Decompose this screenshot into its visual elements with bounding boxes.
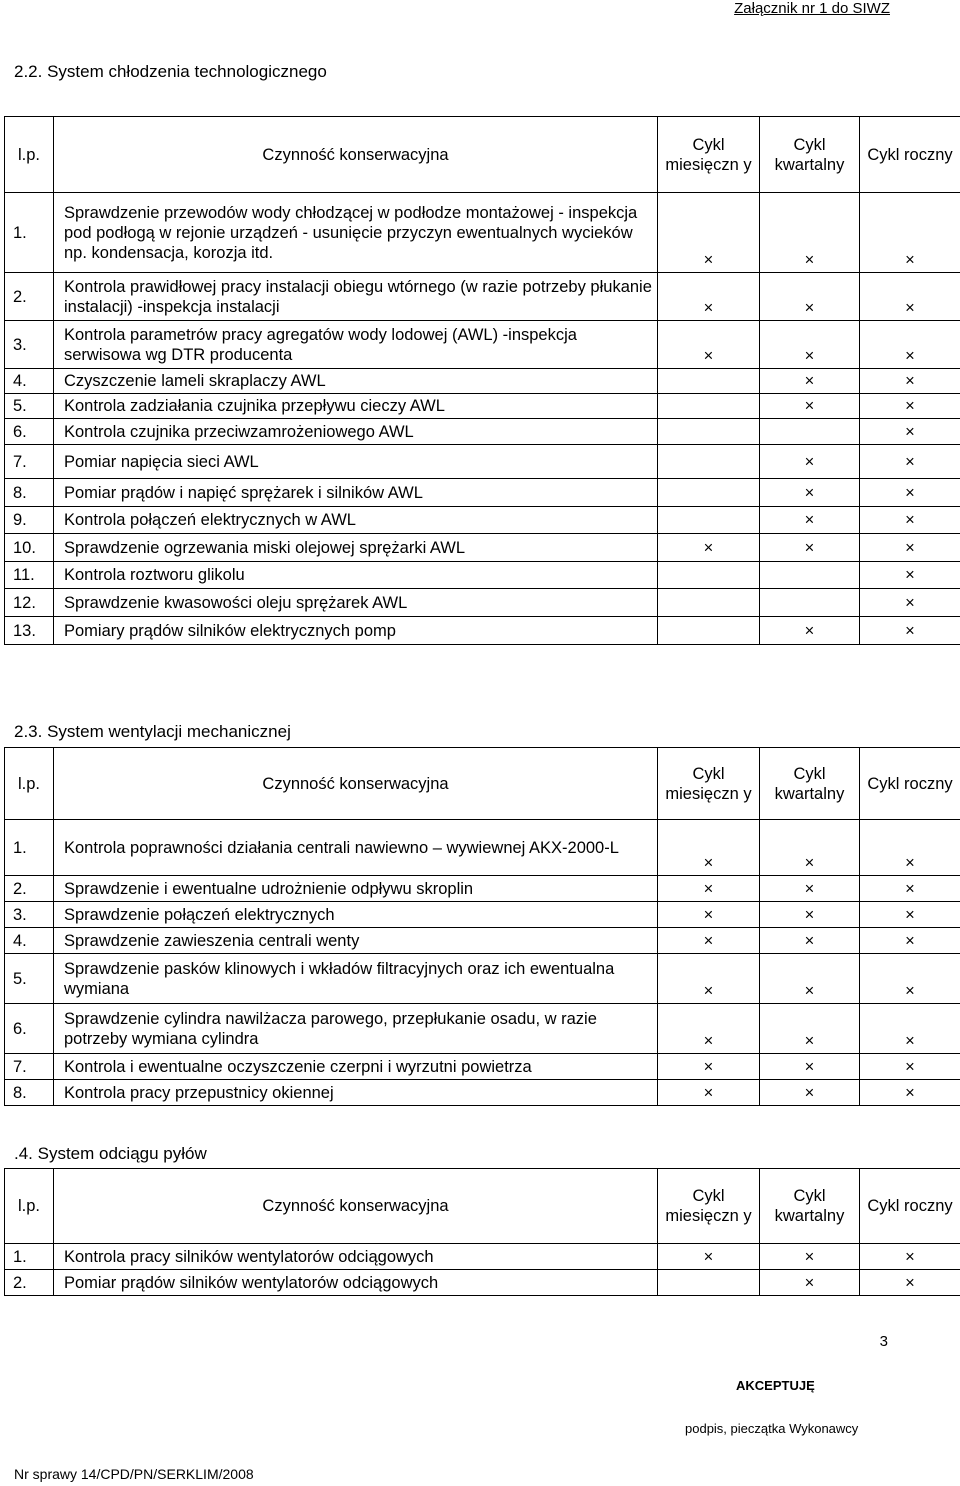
quarterly-mark: × (760, 193, 860, 273)
table-row (5, 369, 960, 394)
column-header-quarterly: Cykl kwartalny (760, 1169, 860, 1244)
quarterly-mark: × (760, 1054, 860, 1080)
yearly-mark: × (860, 419, 960, 445)
ventilation-maintenance-table (4, 747, 960, 1106)
row-activity: Pomiar prądów i napięć sprężarek i silników AWL (54, 479, 658, 507)
monthly-mark (658, 479, 760, 507)
quarterly-mark: × (760, 876, 860, 902)
monthly-mark: × (658, 1080, 760, 1106)
row-number: 1. (5, 1244, 54, 1270)
row-activity: Kontrola połączeń elektrycznych w AWL (54, 507, 658, 534)
row-number: 3. (5, 902, 54, 928)
yearly-mark: × (860, 928, 960, 954)
quarterly-mark: × (760, 394, 860, 419)
row-activity: Sprawdzenie ogrzewania miski olejowej sprężarki AWL (54, 534, 658, 562)
yearly-mark: × (860, 273, 960, 321)
row-number: 1. (5, 820, 54, 876)
monthly-mark: × (658, 1054, 760, 1080)
row-number: 9. (5, 507, 54, 534)
yearly-mark: × (860, 1080, 960, 1106)
row-number: 5. (5, 394, 54, 419)
table-row (5, 534, 960, 562)
monthly-mark (658, 369, 760, 394)
yearly-mark: × (860, 479, 960, 507)
monthly-mark (658, 507, 760, 534)
row-activity: Kontrola i ewentualne oczyszczenie czerpni i wyrzutni powietrza (54, 1054, 658, 1080)
table-row (5, 1004, 960, 1054)
row-activity: Kontrola pracy przepustnicy okiennej (54, 1080, 658, 1106)
row-activity: Sprawdzenie kwasowości oleju sprężarek AWL (54, 589, 658, 617)
yearly-mark: × (860, 321, 960, 369)
table-row (5, 820, 960, 876)
monthly-mark: × (658, 876, 760, 902)
monthly-mark: × (658, 928, 760, 954)
yearly-mark: × (860, 394, 960, 419)
column-header-monthly: Cykl miesięczn y (658, 748, 760, 820)
row-number: 5. (5, 954, 54, 1004)
row-number: 7. (5, 445, 54, 479)
table-row (5, 954, 960, 1004)
table-row (5, 507, 960, 534)
table-row (5, 1244, 960, 1270)
row-number: 1. (5, 193, 54, 273)
monthly-mark: × (658, 1004, 760, 1054)
row-number: 2. (5, 1270, 54, 1296)
quarterly-mark: × (760, 820, 860, 876)
table-row (5, 1054, 960, 1080)
row-activity: Sprawdzenie połączeń elektrycznych (54, 902, 658, 928)
monthly-mark: × (658, 273, 760, 321)
row-activity: Sprawdzenie i ewentualne udrożnienie odpływu skroplin (54, 876, 658, 902)
row-activity: Kontrola pracy silników wentylatorów odciągowych (54, 1244, 658, 1270)
row-number: 13. (5, 617, 54, 645)
quarterly-mark: × (760, 902, 860, 928)
yearly-mark: × (860, 562, 960, 589)
quarterly-mark: × (760, 445, 860, 479)
quarterly-mark: × (760, 369, 860, 394)
column-header-activity: Czynność konserwacyjna (54, 117, 658, 193)
section-title-dust-extraction: .4. System odciągu pyłów (14, 1144, 207, 1163)
dust-extraction-maintenance-table (4, 1168, 960, 1296)
monthly-mark: × (658, 820, 760, 876)
table-row (5, 193, 960, 273)
table-header-row (5, 1169, 960, 1244)
table-row (5, 1270, 960, 1296)
row-number: 11. (5, 562, 54, 589)
table-row (5, 562, 960, 589)
quarterly-mark: × (760, 321, 860, 369)
quarterly-mark (760, 419, 860, 445)
yearly-mark: × (860, 876, 960, 902)
row-activity: Sprawdzenie przewodów wody chłodzącej w podłodze montażowej - inspekcja pod podłogą w rejonie urządzeń - usunięcie przyczyn ewentualnych wycieków np. kondensacja, korozja itd. (54, 193, 658, 273)
row-activity: Sprawdzenie zawieszenia centrali wenty (54, 928, 658, 954)
table-row (5, 273, 960, 321)
table-row (5, 876, 960, 902)
table-row (5, 928, 960, 954)
section-title-cooling: 2.2. System chłodzenia technologicznego (14, 62, 327, 81)
row-number: 4. (5, 928, 54, 954)
row-number: 2. (5, 273, 54, 321)
yearly-mark: × (860, 1054, 960, 1080)
column-header-monthly: Cykl miesięczn y (658, 1169, 760, 1244)
row-number: 7. (5, 1054, 54, 1080)
row-activity: Sprawdzenie pasków klinowych i wkładów filtracyjnych oraz ich ewentualna wymiana (54, 954, 658, 1004)
monthly-mark (658, 562, 760, 589)
quarterly-mark: × (760, 1270, 860, 1296)
table-row (5, 419, 960, 445)
row-activity: Kontrola roztworu glikolu (54, 562, 658, 589)
yearly-mark: × (860, 193, 960, 273)
yearly-mark: × (860, 954, 960, 1004)
row-number: 12. (5, 589, 54, 617)
row-number: 6. (5, 1004, 54, 1054)
quarterly-mark: × (760, 534, 860, 562)
table-row (5, 902, 960, 928)
attachment-header: Załącznik nr 1 do SIWZ (734, 0, 890, 17)
table-row (5, 1080, 960, 1106)
quarterly-mark: × (760, 273, 860, 321)
row-number: 2. (5, 876, 54, 902)
column-header-quarterly: Cykl kwartalny (760, 748, 860, 820)
quarterly-mark: × (760, 1080, 860, 1106)
row-number: 6. (5, 419, 54, 445)
quarterly-mark: × (760, 617, 860, 645)
yearly-mark: × (860, 369, 960, 394)
monthly-mark: × (658, 902, 760, 928)
column-header-lp: l.p. (5, 1169, 54, 1244)
monthly-mark: × (658, 1244, 760, 1270)
row-activity: Kontrola zadziałania czujnika przepływu cieczy AWL (54, 394, 658, 419)
row-activity: Pomiar prądów silników wentylatorów odciągowych (54, 1270, 658, 1296)
monthly-mark (658, 445, 760, 479)
column-header-yearly: Cykl roczny (860, 748, 960, 820)
monthly-mark: × (658, 193, 760, 273)
yearly-mark: × (860, 902, 960, 928)
monthly-mark: × (658, 954, 760, 1004)
yearly-mark: × (860, 534, 960, 562)
column-header-lp: l.p. (5, 117, 54, 193)
column-header-yearly: Cykl roczny (860, 1169, 960, 1244)
monthly-mark: × (658, 321, 760, 369)
column-header-quarterly: Cykl kwartalny (760, 117, 860, 193)
column-header-lp: l.p. (5, 748, 54, 820)
table-row (5, 445, 960, 479)
page-number: 3 (879, 1333, 888, 1350)
section-title-ventilation: 2.3. System wentylacji mechanicznej (14, 722, 291, 741)
yearly-mark: × (860, 1244, 960, 1270)
row-number: 3. (5, 321, 54, 369)
row-number: 8. (5, 1080, 54, 1106)
table-header-row (5, 117, 960, 193)
row-activity: Sprawdzenie cylindra nawilżacza parowego, przepłukanie osadu, w razie potrzeby wymiana cylindra (54, 1004, 658, 1054)
table-row (5, 617, 960, 645)
row-activity: Kontrola prawidłowej pracy instalacji obiegu wtórnego (w razie potrzeby płukanie instalacji) -inspekcja instalacji (54, 273, 658, 321)
yearly-mark: × (860, 445, 960, 479)
column-header-activity: Czynność konserwacyjna (54, 748, 658, 820)
row-activity: Pomiar napięcia sieci AWL (54, 445, 658, 479)
row-activity: Kontrola parametrów pracy agregatów wody lodowej (AWL) -inspekcja serwisowa wg DTR producenta (54, 321, 658, 369)
accept-label: AKCEPTUJĘ (736, 1378, 815, 1393)
quarterly-mark: × (760, 1244, 860, 1270)
yearly-mark: × (860, 1004, 960, 1054)
row-number: 4. (5, 369, 54, 394)
row-activity: Pomiary prądów silników elektrycznych pomp (54, 617, 658, 645)
quarterly-mark: × (760, 479, 860, 507)
monthly-mark (658, 617, 760, 645)
table-row (5, 479, 960, 507)
row-activity: Czyszczenie lameli skraplaczy AWL (54, 369, 658, 394)
case-number-footer: Nr sprawy 14/CPD/PN/SERKLIM/2008 (14, 1466, 254, 1482)
quarterly-mark: × (760, 928, 860, 954)
quarterly-mark: × (760, 1004, 860, 1054)
yearly-mark: × (860, 1270, 960, 1296)
monthly-mark (658, 1270, 760, 1296)
monthly-mark (658, 394, 760, 419)
yearly-mark: × (860, 507, 960, 534)
monthly-mark (658, 419, 760, 445)
column-header-monthly: Cykl miesięczn y (658, 117, 760, 193)
column-header-yearly: Cykl roczny (860, 117, 960, 193)
quarterly-mark (760, 562, 860, 589)
column-header-activity: Czynność konserwacyjna (54, 1169, 658, 1244)
yearly-mark: × (860, 820, 960, 876)
signature-label: podpis, pieczątka Wykonawcy (685, 1421, 859, 1436)
row-activity: Kontrola poprawności działania centrali nawiewno – wywiewnej AKX-2000-L (54, 820, 658, 876)
row-activity: Kontrola czujnika przeciwzamrożeniowego AWL (54, 419, 658, 445)
quarterly-mark: × (760, 954, 860, 1004)
row-number: 10. (5, 534, 54, 562)
yearly-mark: × (860, 617, 960, 645)
yearly-mark: × (860, 589, 960, 617)
monthly-mark: × (658, 534, 760, 562)
table-row (5, 321, 960, 369)
table-row (5, 589, 960, 617)
quarterly-mark (760, 589, 860, 617)
row-number: 8. (5, 479, 54, 507)
monthly-mark (658, 589, 760, 617)
quarterly-mark: × (760, 507, 860, 534)
table-row (5, 394, 960, 419)
cooling-maintenance-table (4, 116, 960, 645)
table-header-row (5, 748, 960, 820)
